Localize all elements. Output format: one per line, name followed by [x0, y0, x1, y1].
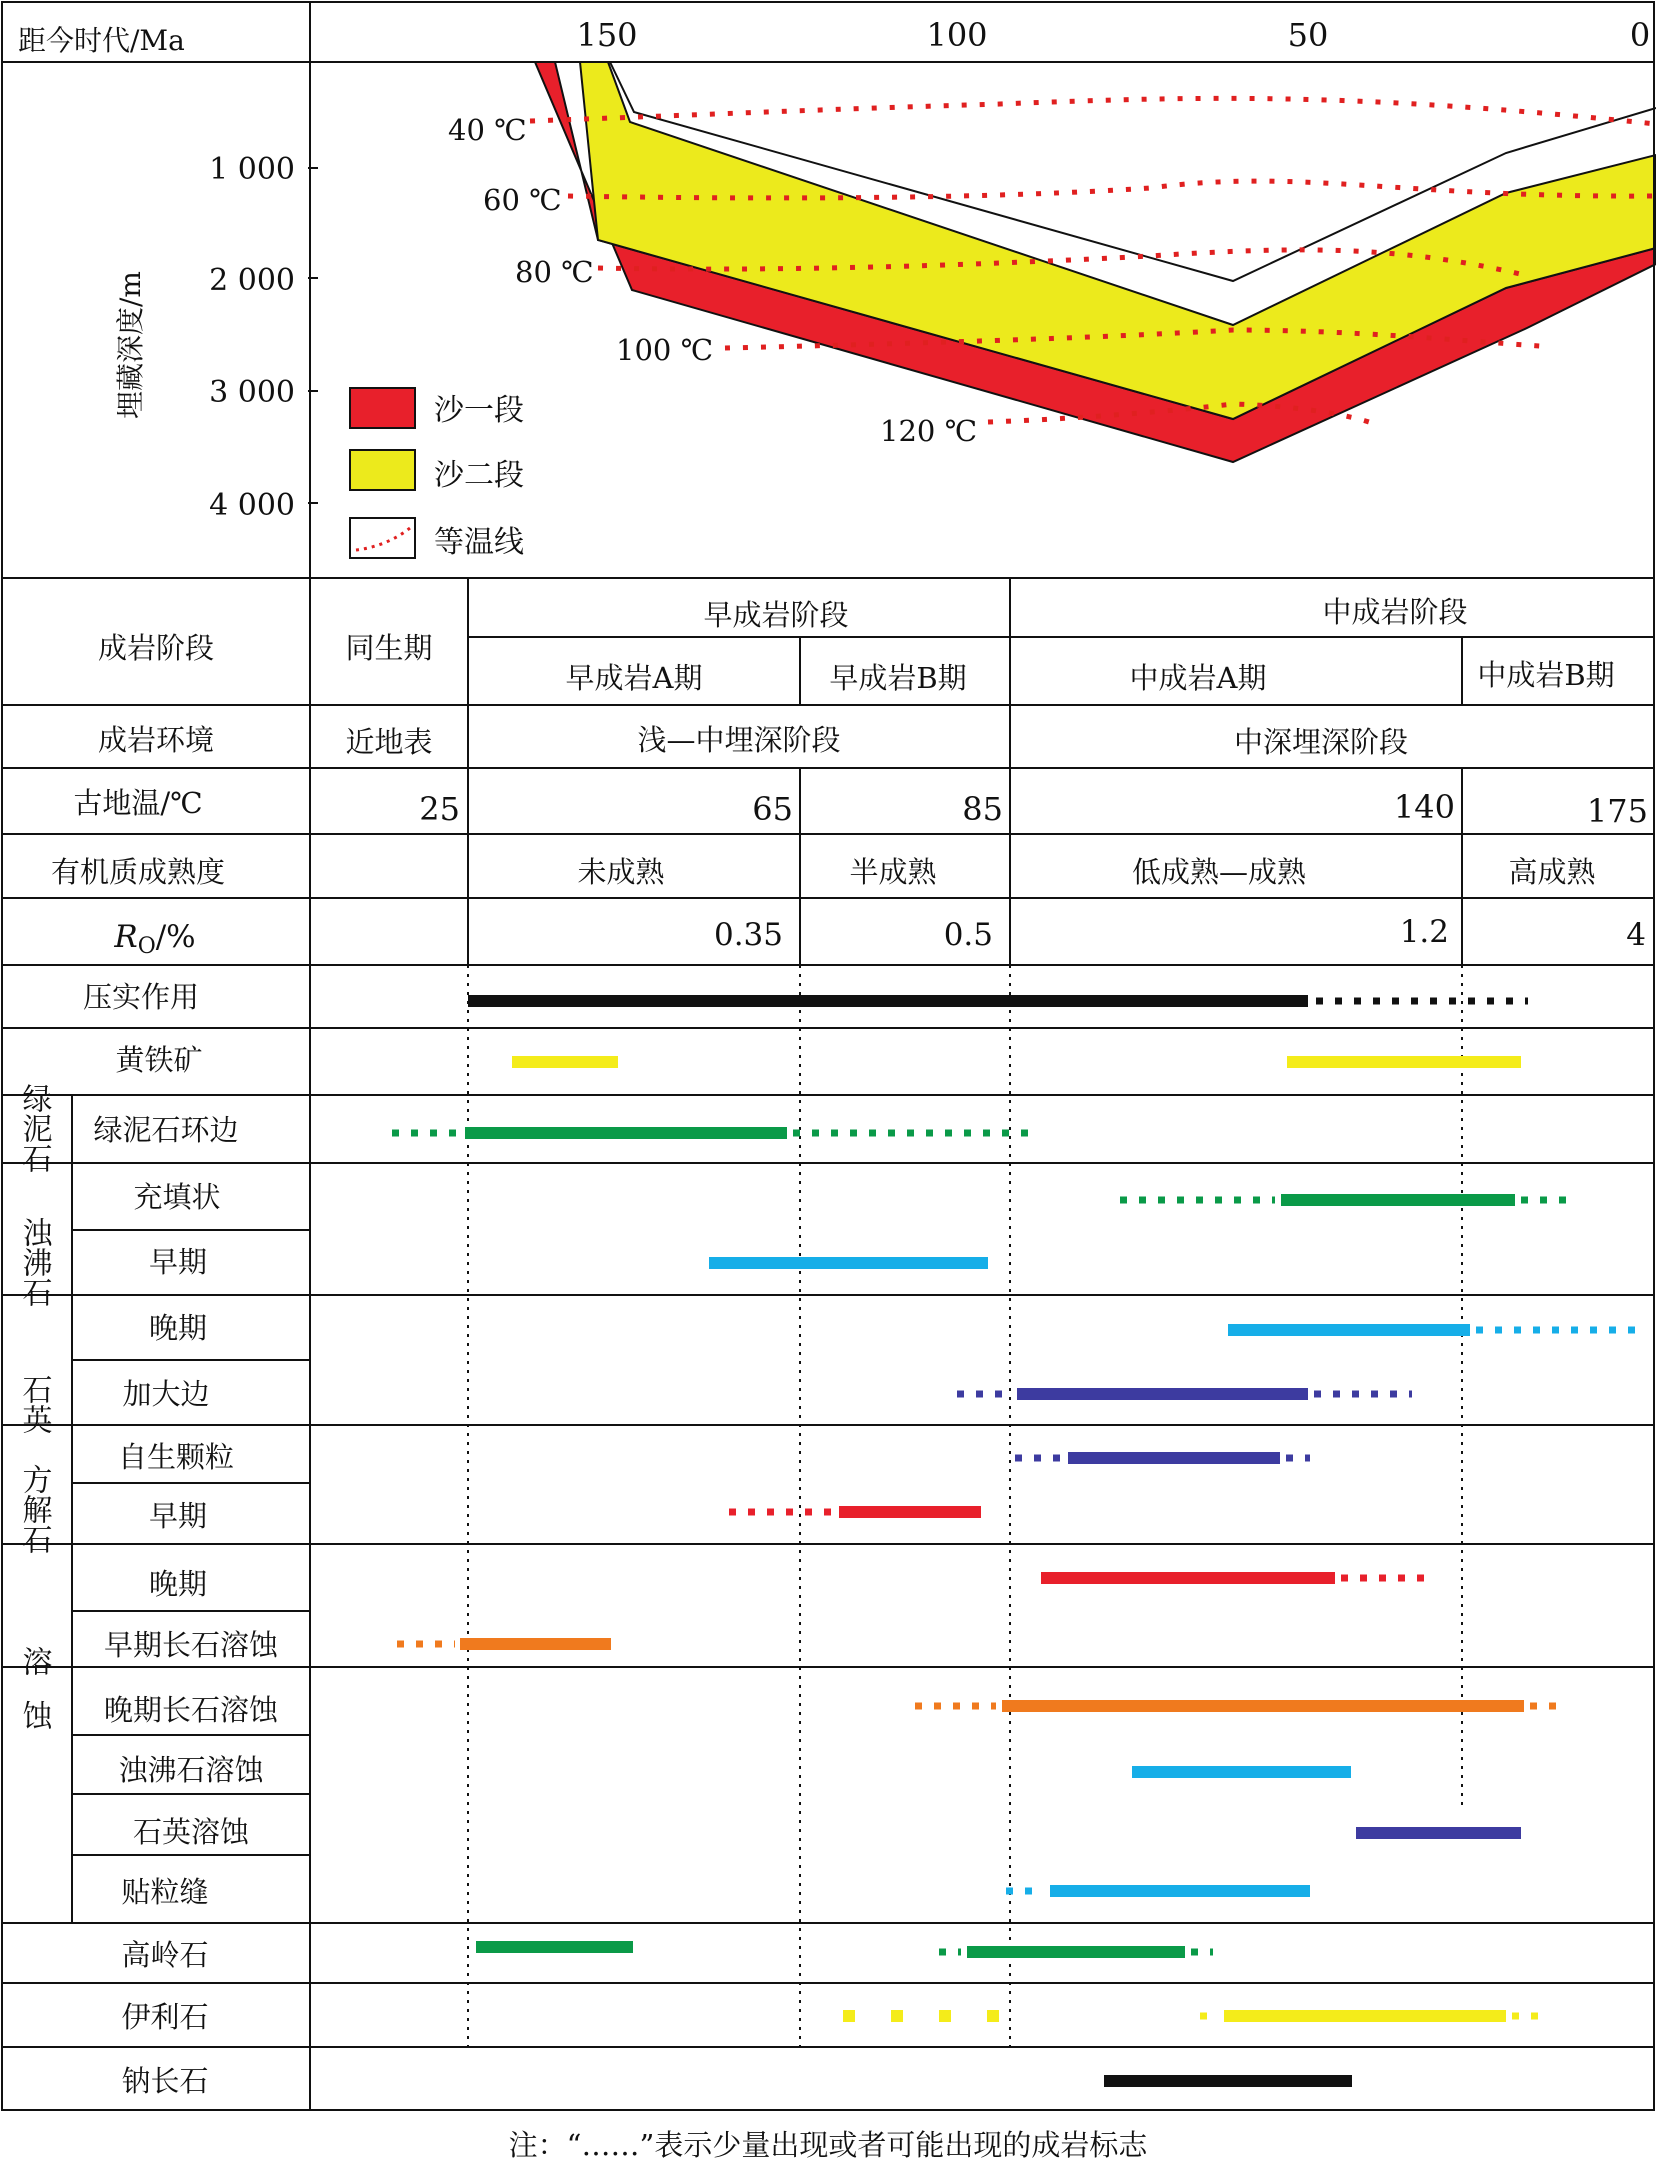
- event-dotted-bars: [392, 1001, 1640, 2016]
- stage-early: 早成岩阶段: [703, 598, 849, 632]
- event-labels: [83, 980, 279, 2098]
- legend-swatch-sha1: [350, 388, 415, 428]
- isotherm-label-40: 40 ℃: [448, 113, 527, 147]
- isotherm-label-100: 100 ℃: [616, 333, 714, 367]
- temp-175: 175: [1586, 792, 1648, 830]
- group-labels: [17, 1083, 53, 1754]
- temp-140: 140: [1393, 788, 1455, 826]
- maturity-immature: 未成熟: [577, 855, 665, 889]
- y-tick-1000: 1 000: [209, 152, 295, 187]
- footnote: 注：“……”表示少量出现或者可能出现的成岩标志: [508, 2128, 1148, 2162]
- stage-label: 成岩阶段: [97, 631, 215, 665]
- x-tick-150: 150: [576, 16, 638, 54]
- stage-middle: 中成岩阶段: [1322, 595, 1468, 629]
- ro-05: 0.5: [943, 917, 993, 953]
- substage-early-a: 早成岩A期: [565, 661, 703, 695]
- event-label: 黄铁矿: [115, 1043, 203, 1077]
- legend-label-isotherm: 等温线: [434, 525, 524, 560]
- temp-label: 古地温/℃: [73, 786, 203, 820]
- maturity-high: 高成熟: [1508, 855, 1596, 889]
- event-label: 早期: [148, 1245, 208, 1279]
- ro-label: RO/%: [114, 919, 196, 959]
- env-middle: 中深埋深阶段: [1233, 725, 1409, 759]
- stage-syngenetic: 同生期: [345, 631, 433, 665]
- substage-middle-a: 中成岩A期: [1129, 661, 1267, 695]
- legend-swatch-sha2: [350, 450, 415, 490]
- isotherm-40: [530, 98, 1656, 124]
- event-label: 晚期: [148, 1567, 208, 1601]
- maturity-low-mature: 低成熟—成熟: [1131, 855, 1307, 889]
- isotherm-label-120: 120 ℃: [880, 414, 978, 448]
- event-label: 伊利石: [121, 2000, 209, 2034]
- event-label: 压实作用: [82, 980, 200, 1014]
- ro-4: 4: [1626, 917, 1646, 953]
- event-label: 加大边: [122, 1377, 210, 1411]
- event-label: 石英溶蚀: [132, 1815, 250, 1849]
- temp-25: 25: [419, 790, 460, 828]
- y-tick-3000: 3 000: [209, 375, 295, 410]
- event-label: 浊沸石溶蚀: [118, 1753, 264, 1787]
- ro-12: 1.2: [1399, 914, 1449, 950]
- event-label: 早期长石溶蚀: [103, 1628, 279, 1662]
- group-chlorite: 绿泥石: [16, 1083, 52, 1173]
- depth-axis-label: 埋藏深度/m: [114, 271, 147, 419]
- time-axis-label: 距今时代/Ma: [18, 24, 185, 57]
- group-calcite: 方解石: [16, 1464, 52, 1554]
- env-early: 浅—中埋深阶段: [637, 723, 841, 757]
- event-label: 钠长石: [121, 2064, 209, 2098]
- isotherm-label-60: 60 ℃: [483, 183, 562, 217]
- group-dissolution: 溶蚀: [16, 1646, 52, 1754]
- sha2-band: [580, 62, 1656, 419]
- stage-table: [51, 595, 1648, 959]
- ro-035: 0.35: [713, 917, 783, 953]
- event-label: 自生颗粒: [117, 1440, 235, 1474]
- event-label: 贴粒缝: [121, 1875, 209, 1909]
- env-syngenetic: 近地表: [345, 725, 433, 759]
- legend-label-sha2: 沙二段: [434, 458, 524, 493]
- maturity-semimature: 半成熟: [849, 855, 937, 889]
- legend-swatch-isotherm: [350, 518, 415, 558]
- substage-early-b: 早成岩B期: [829, 661, 967, 695]
- burial-history-panel: [18, 16, 1656, 560]
- x-tick-100: 100: [926, 16, 988, 54]
- y-tick-4000: 4 000: [209, 488, 295, 523]
- temp-85: 85: [962, 790, 1003, 828]
- event-label: 高岭石: [121, 1938, 209, 1972]
- maturity-label: 有机质成熟度: [50, 855, 226, 889]
- legend-label-sha1: 沙一段: [434, 393, 524, 428]
- isotherm-label-80: 80 ℃: [515, 255, 594, 289]
- event-label: 晚期长石溶蚀: [103, 1693, 279, 1727]
- group-laumontite: 浊沸石: [16, 1217, 52, 1307]
- event-label: 晚期: [148, 1311, 208, 1345]
- temp-65: 65: [752, 790, 793, 828]
- event-label: 绿泥石环边: [93, 1113, 239, 1147]
- group-quartz: 石英: [16, 1374, 52, 1434]
- env-label: 成岩环境: [97, 723, 215, 757]
- y-tick-2000: 2 000: [209, 263, 295, 298]
- x-tick-50: 50: [1287, 16, 1329, 54]
- event-label: 早期: [148, 1499, 208, 1533]
- event-label: 充填状: [133, 1180, 221, 1214]
- substage-middle-b: 中成岩B期: [1477, 658, 1615, 692]
- x-tick-0: 0: [1629, 16, 1651, 54]
